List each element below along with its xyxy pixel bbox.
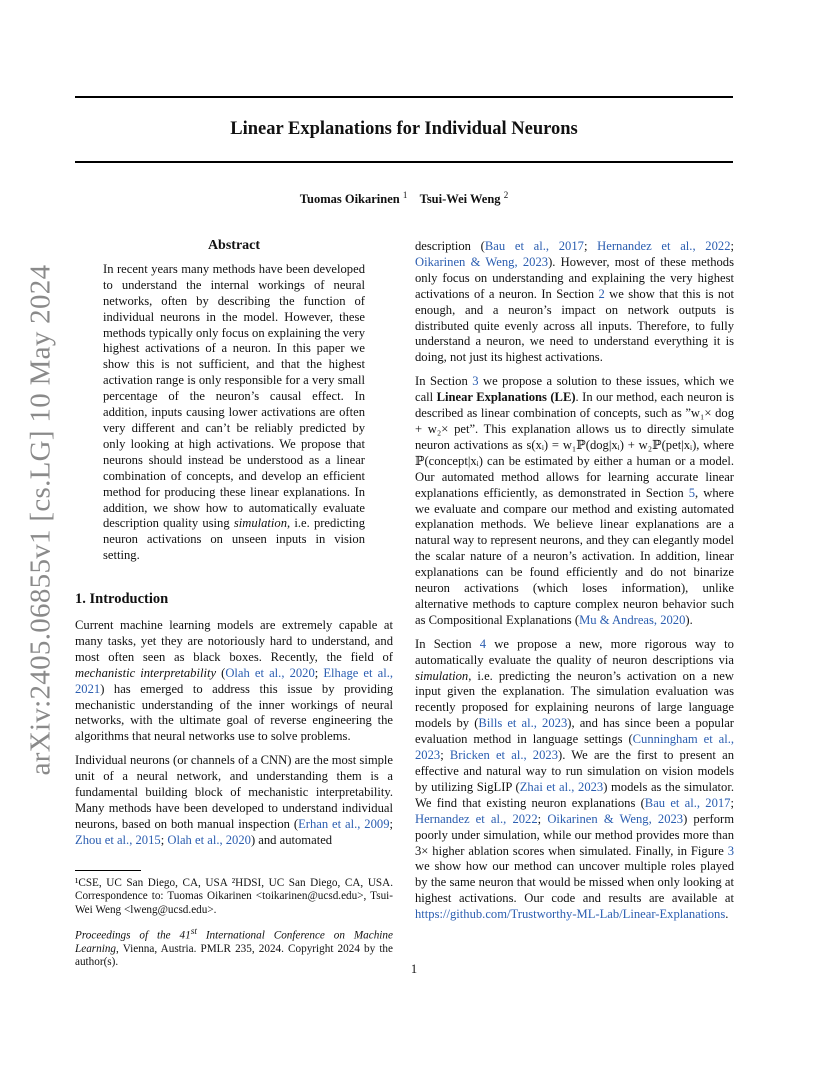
text-run: description ( bbox=[415, 239, 485, 253]
citation-link[interactable]: Hernandez et al., 2022 bbox=[597, 239, 731, 253]
paragraph bbox=[415, 239, 734, 366]
text-run: ( bbox=[216, 665, 226, 680]
section-heading: 1. Introduction bbox=[75, 591, 169, 608]
citation-link[interactable]: Oikarinen & Weng, 2023 bbox=[547, 811, 684, 826]
citation-link[interactable]: Zhai et al., 2023 bbox=[519, 779, 604, 794]
citation-link[interactable]: Hernandez et al., 2022 bbox=[415, 811, 538, 826]
citation-link[interactable]: Oikarinen & Weng, 2023 bbox=[415, 254, 549, 269]
arxiv-watermark: arXiv:2405.06855v1 [cs.LG] 10 May 2024 bbox=[24, 264, 57, 776]
page-number: 1 bbox=[410, 962, 418, 976]
text-run: , i.e. predicting the neuron’s activation on a new input given the explanation. The simulation evaluation was recently proposed for explaining neurons of large language models by ( bbox=[415, 668, 734, 731]
emphasis: mechanistic interpretability bbox=[75, 665, 217, 680]
text-run: ; bbox=[440, 748, 450, 763]
text-run: ; bbox=[583, 239, 598, 253]
citation-link[interactable]: Elhage et al., 2021 bbox=[75, 665, 393, 696]
left-column bbox=[75, 238, 393, 857]
code-url-link[interactable]: https://github.com/Trustworthy-ML-Lab/Linear-Explanations bbox=[415, 907, 726, 922]
paragraph bbox=[75, 618, 393, 745]
superscript: st bbox=[190, 926, 197, 937]
emphasis: simulation bbox=[415, 668, 469, 683]
citation-link[interactable]: Bills et al., 2023 bbox=[478, 716, 568, 731]
figure-ref-link[interactable]: 3 bbox=[727, 843, 734, 858]
citation-link[interactable]: Mu & Andreas, 2020 bbox=[579, 612, 686, 627]
affiliation-footnote: ¹CSE, UC San Diego, CA, USA ²HDSI, UC San Diego, CA, USA. Correspondence to: Tuomas Oikarinen <toikarinen@ucsd.edu>, Tsui-Wei Weng <lweng@ucsd.edu>. bbox=[75, 877, 393, 916]
paragraph bbox=[75, 753, 393, 848]
text-run: , i.e. predicting neuron activations on unseen inputs in vision setting. bbox=[103, 516, 365, 563]
text-run: ) and automated bbox=[250, 832, 333, 847]
text-run: In Section bbox=[415, 636, 480, 651]
text-run: . bbox=[725, 907, 729, 922]
text-run: ). However, most of these methods only focus on understanding and explaining the very highest activations of a neuron. In Section bbox=[415, 254, 734, 301]
text-run: ; bbox=[389, 816, 393, 831]
author-name: Tuomas Oikarinen bbox=[299, 192, 400, 207]
emphasis: Proceedings of the 41 bbox=[75, 929, 191, 942]
text-run: ) models as the simulator. We find that existing neuron explanations ( bbox=[415, 779, 735, 810]
text-run: ; bbox=[160, 832, 168, 847]
footnote-rule bbox=[75, 870, 141, 871]
author-name: Tsui-Wei Weng bbox=[419, 192, 501, 207]
affiliation-mark: 1 bbox=[402, 190, 408, 200]
text-run: ), and has since been a popular evaluation method in language settings ( bbox=[415, 716, 735, 747]
affiliation-mark: 2 bbox=[503, 190, 509, 200]
text-run: we show how our method can uncover multiple roles played by the same neuron that would be missed when only looking at highest activations. Our code and results are available at bbox=[415, 859, 734, 906]
text-run: ). We are the first to present an effective and natural way to run simulation on vision models by utilizing SigLIP ( bbox=[415, 748, 735, 794]
emphasis: simulation bbox=[233, 516, 288, 531]
text-run: ). bbox=[685, 612, 693, 627]
emphasis: International Conference on Machine Learning bbox=[75, 929, 393, 955]
author-list bbox=[75, 190, 733, 207]
text-run: In recent years many methods have been developed to understand the internal workings of neural networks, often by describing the function of individual neurons in the model. However, these methods typically only focus on explaining the very highest activations of a neuron. In this paper we show this is not sufficient, and that the highest activation range is only responsible for a very small percentage of the neuron’s causal effect. In addition, inputs causing lower activations are often very different and can’t be reliably predicted by only looking at high activations. We propose that neurons should instead be understood as a linear combination of concepts, and develop an efficient method for producing these linear explanations. In addition, we show how to automatically evaluate description quality using bbox=[103, 261, 365, 531]
top-rule bbox=[75, 96, 733, 98]
right-column bbox=[415, 239, 734, 931]
text-run: , Vienna, Austria. PMLR 235, 2024. Copyright 2024 by the author(s). bbox=[75, 942, 393, 969]
paper-title: Linear Explanations for Individual Neurons bbox=[230, 119, 578, 139]
text-run: ; bbox=[314, 665, 324, 680]
citation-link[interactable]: Olah et al., 2020 bbox=[167, 832, 251, 847]
section-ref-link[interactable]: 2 bbox=[598, 286, 605, 301]
text-run: ; bbox=[730, 239, 734, 253]
text-run: Current machine learning models are extremely capable at many tasks, yet they are notoriously hard to understand, and most often seen as black boxes. Recently, the field of bbox=[75, 618, 393, 664]
text-run: we propose a new, more rigorous way to automatically evaluate the quality of neuron descriptions via bbox=[415, 636, 734, 667]
bold-term: Linear Explanations (LE) bbox=[436, 390, 576, 405]
abstract-heading: Abstract bbox=[207, 238, 261, 253]
section-ref-link[interactable]: 3 bbox=[472, 374, 479, 389]
text-run: ) has emerged to address this issue by providing mechanistic understanding of the inner workings of neural networks, with the ultimate goal of reverse engineering the algorithms that neural networks use to solve problems. bbox=[75, 681, 393, 744]
citation-link[interactable]: Bau et al., 2017 bbox=[644, 795, 731, 810]
citation-link[interactable]: Olah et al., 2020 bbox=[225, 665, 315, 680]
text-run: . In our method, each neuron is described as linear combination of concepts, such as ”w₁× dog + w₂× pet”. This explanation allows us to directly simulate neuron activations as s(xᵢ) = w₁ℙ(dog|xᵢ) + w₂ℙ(pet|xᵢ), where ℙ(concept|xᵢ) can be estimated by either a human or a model. Our automated method allows for learning accurate linear explanations efficiently, as demonstrated in Section bbox=[415, 390, 734, 500]
text-run: we propose a solution to these issues, which we call bbox=[415, 374, 734, 405]
text-run: ; bbox=[537, 811, 548, 826]
citation-link[interactable]: Erhan et al., 2009 bbox=[298, 816, 390, 831]
citation-link[interactable]: Bricken et al., 2023 bbox=[449, 748, 558, 763]
citation-link[interactable]: Cunningham et al., 2023 bbox=[415, 732, 734, 763]
text-run: Individual neurons (or channels of a CNN) are the most simple unit of a neural network, and understanding them is a fundamental building block of mechanistic interpretability. Many methods have been developed to understand individual neurons, based on both manual inspection ( bbox=[75, 753, 393, 831]
text-run: ) perform poorly under simulation, while our method provides more than 3× higher ablation scores when simulated. Finally, in Figure bbox=[415, 811, 734, 858]
text-run: In Section bbox=[415, 374, 473, 389]
citation-link[interactable]: Bau et al., 2017 bbox=[484, 239, 584, 253]
text-run: we show that this is not enough, and a neuron’s impact on network outputs is distributed quite evenly across all inputs. Therefore, to fully understand a neuron, we need to understand everything it is doing, not just its highest activations. bbox=[415, 286, 734, 365]
paragraph bbox=[415, 637, 734, 923]
text-run: ; bbox=[730, 795, 734, 810]
section-ref-link[interactable]: 4 bbox=[479, 636, 487, 651]
citation-link[interactable]: Zhou et al., 2015 bbox=[75, 832, 161, 847]
abstract-text bbox=[103, 262, 365, 564]
paragraph bbox=[415, 374, 734, 629]
text-run: , where we evaluate and compare our method and existing automated explanation methods. We believe linear explanations are a natural way to represent neurons, and they can elegantly model the scalar nature of a neuron’s activation. In addition, linear explanations can be found efficiently and do not binarize neuron activations (which loses information), unlike alternative methods to capture complex neuron behavior such as Compositional Explanations ( bbox=[415, 485, 734, 627]
title-rule bbox=[75, 161, 733, 163]
section-ref-link[interactable]: 5 bbox=[688, 485, 696, 500]
